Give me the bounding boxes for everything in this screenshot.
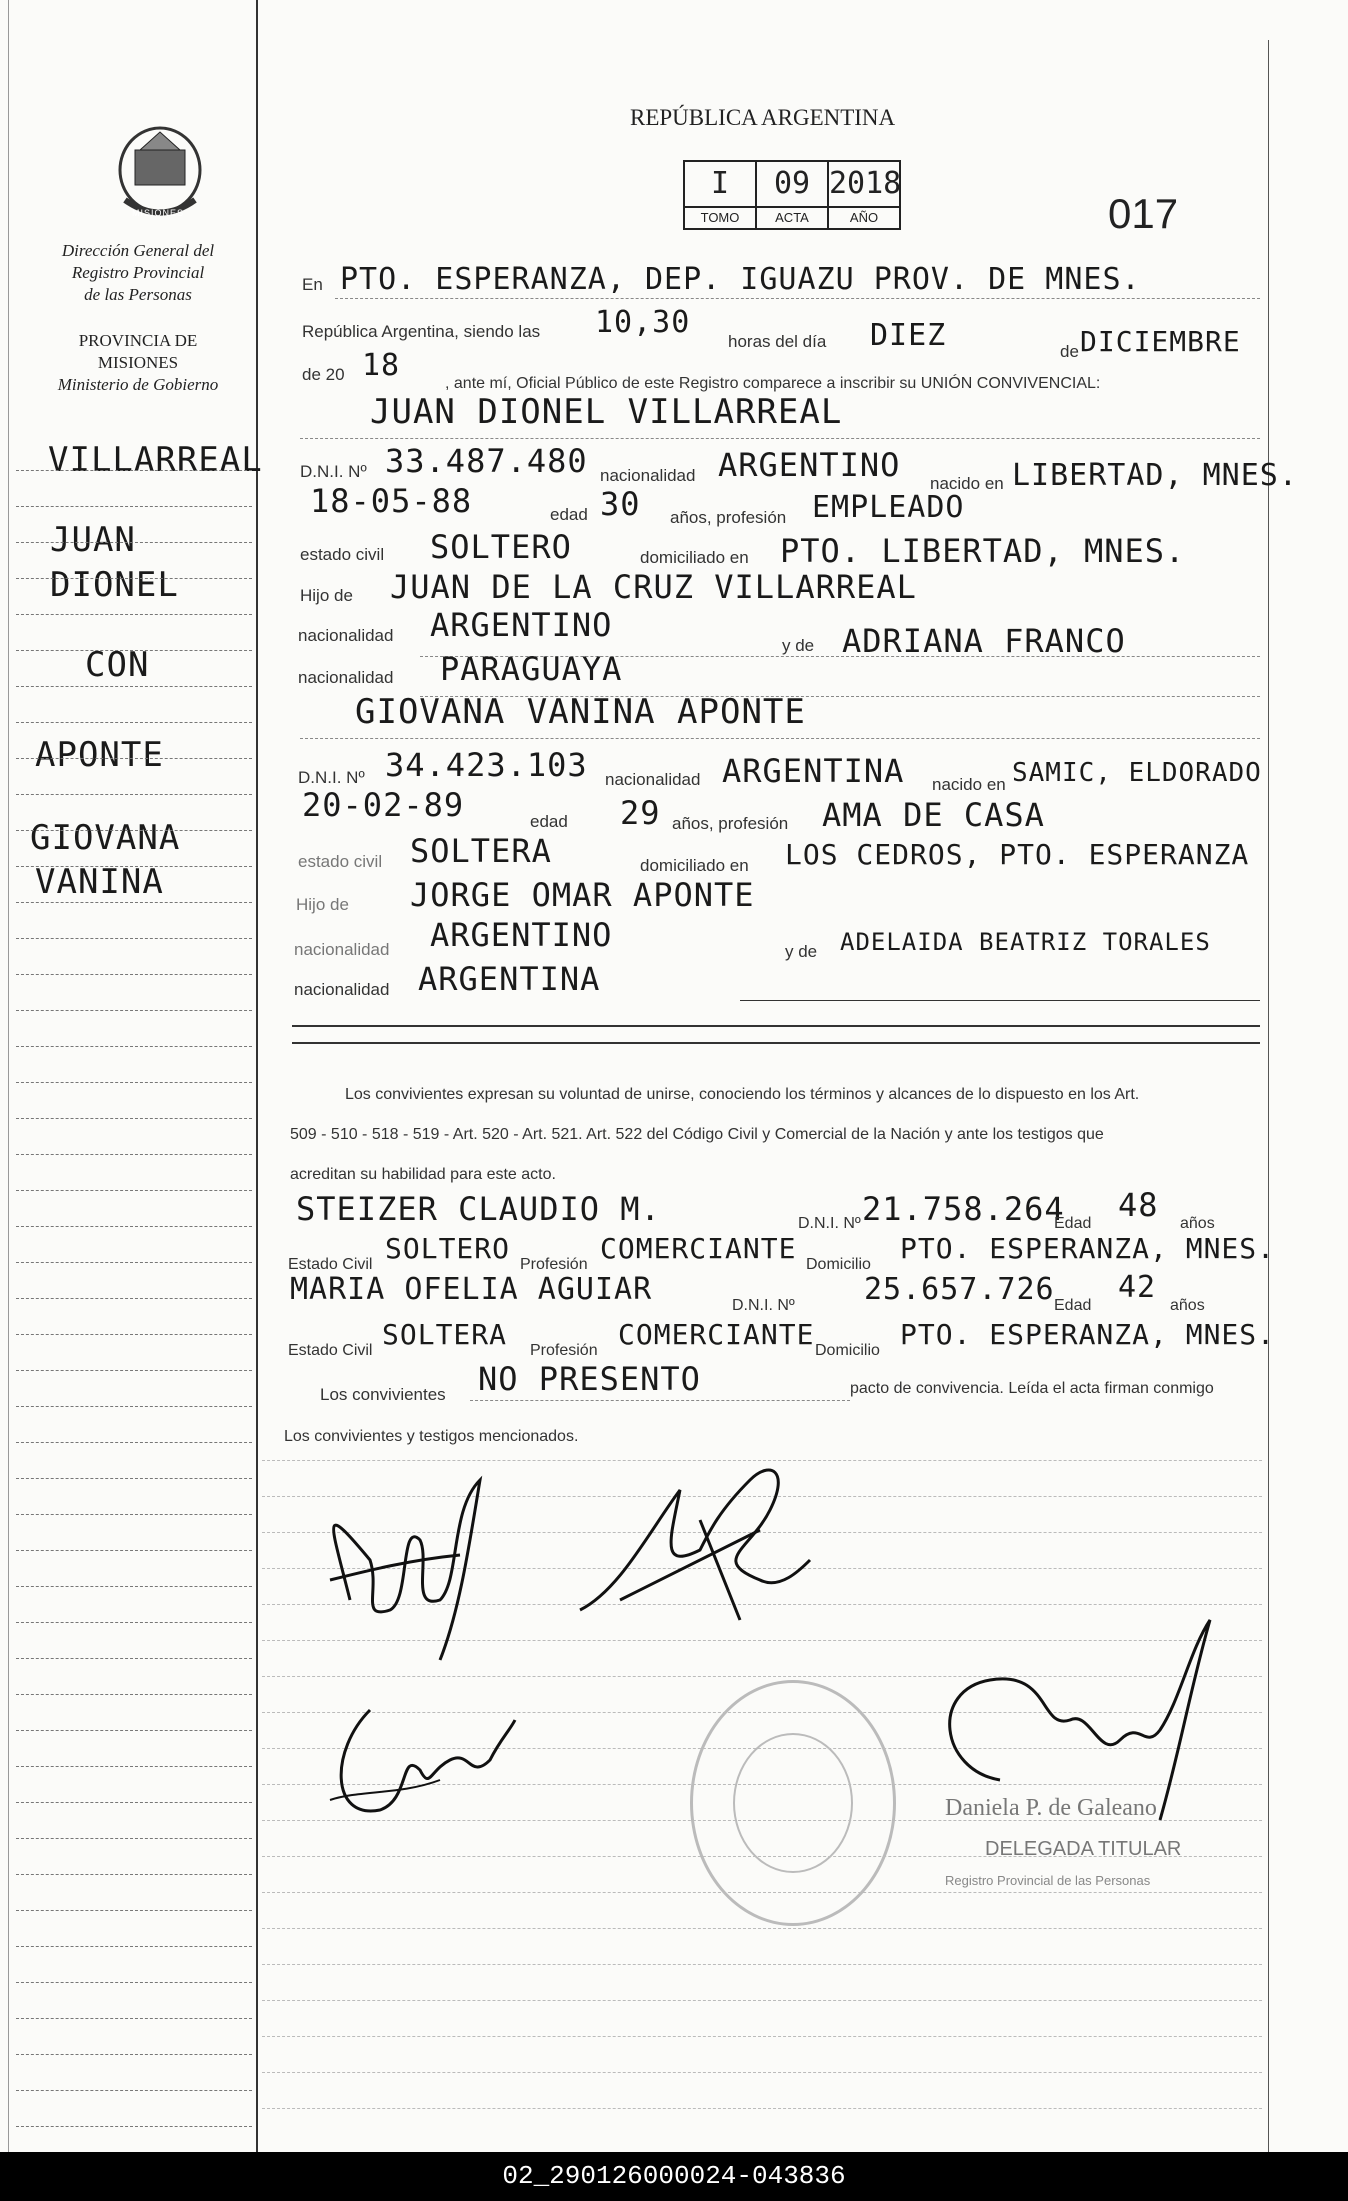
margin-ruled-line bbox=[16, 866, 252, 867]
p1-domicilio-value: PTO. LIBERTAD, MNES. bbox=[780, 532, 1186, 570]
ante-mi-text: , ante mí, Oficial Público de este Registro comparece a inscribir su UNIÓN CONVIVENCIAL: bbox=[445, 375, 1101, 392]
margin-ruled-line bbox=[16, 1658, 252, 1659]
p1-mother-nac-label: nacionalidad bbox=[298, 668, 394, 687]
province-line-1: PROVINCIA DE bbox=[78, 331, 198, 350]
acta-value: 09 bbox=[773, 166, 811, 201]
horas-label: horas del día bbox=[728, 332, 827, 351]
de-label: de bbox=[1060, 342, 1079, 361]
p2-nacionalidad-value: ARGENTINA bbox=[722, 752, 905, 790]
margin-ruled-line bbox=[16, 1118, 252, 1119]
p2-father-nac-value: ARGENTINO bbox=[430, 916, 613, 954]
en-label: En bbox=[302, 275, 323, 294]
anio-value: 2018 bbox=[829, 166, 902, 201]
p2-father-nac-label: nacionalidad bbox=[294, 940, 390, 959]
margin-ruled-line bbox=[16, 1514, 252, 1515]
margin-ruled-line bbox=[16, 2054, 252, 2055]
republica-label: República Argentina, siendo las bbox=[302, 322, 541, 341]
p1-nacido-value: LIBERTAD, MNES. bbox=[1012, 458, 1298, 493]
day-value: DIEZ bbox=[870, 318, 947, 353]
margin-ruled-line bbox=[16, 794, 252, 795]
w1-domicilio-value: PTO. ESPERANZA, MNES. bbox=[900, 1232, 1276, 1265]
p2-mother-nac-line bbox=[740, 1000, 1260, 1001]
margin-ruled-line bbox=[16, 758, 252, 759]
signature-witness-1 bbox=[320, 1690, 520, 1835]
margin-note-name-1: JUAN bbox=[50, 520, 136, 560]
acta-cell bbox=[757, 162, 829, 228]
w2-dni-label: D.N.I. Nº bbox=[732, 1297, 795, 1314]
body-ruled-line bbox=[262, 2036, 1262, 2037]
issuing-office bbox=[20, 240, 256, 306]
p1-dni-value: 33.487.480 bbox=[385, 442, 588, 480]
right-border bbox=[1268, 40, 1269, 2152]
p2-mother-nac-label: nacionalidad bbox=[294, 980, 390, 999]
officer-title: DELEGADA TITULAR bbox=[985, 1838, 1182, 1860]
stamp-inner-ring bbox=[733, 1733, 853, 1873]
margin-note-surname-2: APONTE bbox=[35, 735, 164, 775]
p2-mother-nac-value: ARGENTINA bbox=[418, 960, 601, 998]
p1-nacionalidad-value: ARGENTINO bbox=[718, 446, 901, 484]
margin-note-name-4: VANINA bbox=[35, 862, 164, 902]
tomo-label: TOMO bbox=[685, 206, 755, 228]
misiones-seal bbox=[110, 120, 210, 230]
w1-edad-value: 48 bbox=[1118, 1186, 1159, 1224]
p2-name-line bbox=[300, 738, 1260, 739]
hour-value: 10,30 bbox=[595, 305, 691, 340]
p1-estado-label: estado civil bbox=[300, 545, 385, 564]
margin-divider bbox=[256, 0, 258, 2152]
p1-edad-value: 30 bbox=[600, 485, 641, 523]
margin-ruled-line bbox=[16, 1442, 252, 1443]
w1-dni-label: D.N.I. Nº bbox=[798, 1215, 861, 1232]
closing-text: Los convivientes y testigos mencionados. bbox=[284, 1428, 579, 1445]
section-divider-1 bbox=[292, 1025, 1260, 1027]
w1-anios-label: años bbox=[1180, 1215, 1215, 1232]
margin-ruled-line bbox=[16, 2126, 252, 2127]
margin-ruled-line bbox=[16, 2018, 252, 2019]
tomo-acta-anio-box bbox=[683, 160, 901, 230]
province-block bbox=[20, 330, 256, 396]
w2-anios-label: años bbox=[1170, 1297, 1205, 1314]
margin-ruled-line bbox=[16, 1298, 252, 1299]
section-divider-2 bbox=[292, 1042, 1260, 1044]
margin-ruled-line bbox=[16, 1910, 252, 1911]
margin-ruled-line bbox=[16, 1874, 252, 1875]
w2-estado-value: SOLTERA bbox=[382, 1318, 508, 1351]
tomo-cell bbox=[685, 162, 757, 228]
document-code-bar bbox=[0, 2152, 1348, 2201]
p2-profesion-label: años, profesión bbox=[672, 814, 789, 833]
de20-label: de 20 bbox=[302, 365, 345, 384]
p1-father-nac-value: ARGENTINO bbox=[430, 606, 613, 644]
p1-nacionalidad-label: nacionalidad bbox=[600, 466, 696, 485]
p1-full-name: JUAN DIONEL VILLARREAL bbox=[370, 392, 843, 432]
ministry-label: Ministerio de Gobierno bbox=[57, 375, 219, 394]
p1-mother-name: ADRIANA FRANCO bbox=[842, 622, 1126, 660]
margin-ruled-line bbox=[16, 1694, 252, 1695]
p2-hijo-label: Hijo de bbox=[296, 895, 349, 914]
w2-domicilio-label: Domicilio bbox=[815, 1342, 880, 1359]
margin-ruled-line bbox=[16, 542, 252, 543]
p2-full-name: GIOVANA VANINA APONTE bbox=[355, 692, 806, 732]
p1-father-name: JUAN DE LA CRUZ VILLARREAL bbox=[390, 568, 917, 606]
p2-edad-value: 29 bbox=[620, 794, 661, 832]
body-ruled-line bbox=[262, 1964, 1262, 1965]
p1-father-nac-label: nacionalidad bbox=[298, 626, 394, 645]
tomo-value: I bbox=[710, 166, 730, 201]
w1-profesion-value: COMERCIANTE bbox=[600, 1232, 797, 1265]
p2-nacido-value: SAMIC, ELDORADO bbox=[1012, 758, 1262, 788]
margin-ruled-line bbox=[16, 1802, 252, 1803]
margin-ruled-line bbox=[16, 1370, 252, 1371]
margin-ruled-line bbox=[16, 2090, 252, 2091]
w2-edad-label: Edad bbox=[1054, 1297, 1092, 1314]
p1-yde-label: y de bbox=[782, 636, 815, 655]
p1-birthdate: 18-05-88 bbox=[310, 482, 473, 520]
anio-cell bbox=[829, 162, 902, 228]
margin-ruled-line bbox=[16, 1082, 252, 1083]
margin-ruled-line bbox=[16, 470, 252, 471]
p2-estado-label: estado civil bbox=[298, 852, 383, 871]
margin-ruled-line bbox=[16, 1946, 252, 1947]
margin-ruled-line bbox=[16, 1586, 252, 1587]
w1-name: STEIZER CLAUDIO M. bbox=[296, 1190, 661, 1228]
p2-edad-label: edad bbox=[530, 812, 568, 831]
p2-dni-label: D.N.I. Nº bbox=[298, 768, 365, 787]
margin-ruled-line bbox=[16, 1046, 252, 1047]
w2-dni-value: 25.657.726 bbox=[864, 1272, 1055, 1307]
declaration-line-3: acreditan su habilidad para este acto. bbox=[290, 1166, 556, 1183]
p1-hijo-label: Hijo de bbox=[300, 586, 353, 605]
margin-ruled-line bbox=[16, 506, 252, 507]
office-line-3: de las Personas bbox=[84, 285, 192, 304]
w1-profesion-label: Profesión bbox=[520, 1256, 588, 1273]
w2-edad-value: 42 bbox=[1118, 1270, 1157, 1305]
declaration-line-2: 509 - 510 - 518 - 519 - Art. 520 - Art. 521. Art. 522 del Código Civil y Comercial de la Nación y ante los testigos que bbox=[290, 1126, 1104, 1143]
pacto-label: Los convivientes bbox=[320, 1385, 446, 1404]
p2-estado-value: SOLTERA bbox=[410, 832, 552, 870]
p1-edad-label: edad bbox=[550, 505, 588, 524]
margin-note-con: CON bbox=[85, 645, 150, 685]
document-code: 02_290126000024-043836 bbox=[502, 2161, 846, 2191]
office-line-1: Dirección General del bbox=[61, 241, 215, 260]
margin-ruled-line bbox=[16, 1010, 252, 1011]
province-line-2: MISIONES bbox=[97, 353, 179, 372]
p2-nacionalidad-label: nacionalidad bbox=[605, 770, 701, 789]
year-value: 18 bbox=[362, 348, 401, 383]
place-line bbox=[335, 298, 1260, 299]
margin-ruled-line bbox=[16, 1730, 252, 1731]
p1-nacido-label: nacido en bbox=[930, 474, 1004, 493]
margin-note-name-3: GIOVANA bbox=[30, 818, 181, 858]
w1-edad-label: Edad bbox=[1054, 1215, 1092, 1232]
w2-name: MARIA OFELIA AGUIAR bbox=[290, 1272, 653, 1307]
margin-ruled-line bbox=[16, 722, 252, 723]
p2-dni-value: 34.423.103 bbox=[385, 746, 588, 784]
margin-ruled-line bbox=[16, 686, 252, 687]
margin-ruled-line bbox=[16, 1838, 252, 1839]
p2-mother-name: ADELAIDA BEATRIZ TORALES bbox=[840, 928, 1211, 956]
margin-ruled-line bbox=[16, 578, 252, 579]
acta-number: 017 bbox=[1108, 190, 1179, 237]
w2-estado-label: Estado Civil bbox=[288, 1342, 373, 1359]
margin-ruled-line bbox=[16, 1226, 252, 1227]
p2-profesion-value: AMA DE CASA bbox=[822, 796, 1045, 834]
officer-org: Registro Provincial de las Personas bbox=[945, 1873, 1151, 1888]
body-ruled-line bbox=[262, 2108, 1262, 2109]
margin-ruled-line bbox=[16, 902, 252, 903]
pacto-text: pacto de convivencia. Leída el acta firman conmigo bbox=[850, 1380, 1214, 1397]
p1-profesion-label: años, profesión bbox=[670, 508, 787, 527]
seal-label: MISIONES bbox=[132, 208, 185, 218]
p2-domicilio-label: domiciliado en bbox=[640, 856, 749, 875]
w1-dni-value: 21.758.264 bbox=[862, 1190, 1065, 1228]
signature-conviviente-2 bbox=[560, 1450, 820, 1655]
margin-ruled-line bbox=[16, 1190, 252, 1191]
body-ruled-line bbox=[262, 2000, 1262, 2001]
margin-ruled-line bbox=[16, 1406, 252, 1407]
margin-ruled-line bbox=[16, 614, 252, 615]
margin-ruled-line bbox=[16, 1550, 252, 1551]
p1-dni-label: D.N.I. Nº bbox=[300, 462, 367, 481]
p2-birthdate: 20-02-89 bbox=[302, 786, 465, 824]
margin-ruled-line bbox=[16, 1982, 252, 1983]
pacto-value: NO PRESENTO bbox=[478, 1360, 701, 1398]
acta-label: ACTA bbox=[757, 206, 827, 228]
margin-ruled-line bbox=[16, 1766, 252, 1767]
w2-domicilio-value: PTO. ESPERANZA, MNES. bbox=[900, 1318, 1276, 1351]
w2-profesion-label: Profesión bbox=[530, 1342, 598, 1359]
declaration-line-1: Los convivientes expresan su voluntad de unirse, conociendo los términos y alcances de lo dispuesto en los Art. bbox=[345, 1086, 1140, 1103]
body-ruled-line bbox=[262, 1928, 1262, 1929]
margin-ruled-line bbox=[16, 938, 252, 939]
body-ruled-line bbox=[262, 2072, 1262, 2073]
anio-label: AÑO bbox=[829, 206, 899, 228]
header-republica: REPÚBLICA ARGENTINA bbox=[630, 105, 896, 130]
w2-profesion-value: COMERCIANTE bbox=[618, 1318, 815, 1351]
margin-ruled-line bbox=[16, 1478, 252, 1479]
month-value: DICIEMBRE bbox=[1080, 325, 1241, 358]
w1-estado-value: SOLTERO bbox=[385, 1232, 511, 1265]
p1-domicilio-label: domiciliado en bbox=[640, 548, 749, 567]
p2-nacido-label: nacido en bbox=[932, 775, 1006, 794]
signature-conviviente-1 bbox=[310, 1460, 510, 1685]
margin-ruled-line bbox=[16, 1622, 252, 1623]
p1-estado-value: SOLTERO bbox=[430, 528, 572, 566]
p2-father-name: JORGE OMAR APONTE bbox=[410, 876, 755, 914]
w1-estado-label: Estado Civil bbox=[288, 1256, 373, 1273]
place-value: PTO. ESPERANZA, DEP. IGUAZU PROV. DE MNES. bbox=[340, 262, 1141, 297]
officer-name: Daniela P. de Galeano bbox=[945, 1795, 1157, 1821]
margin-note-surname-1: VILLARREAL bbox=[48, 440, 263, 480]
w1-domicilio-label: Domicilio bbox=[806, 1256, 871, 1273]
p2-yde-label: y de bbox=[785, 942, 818, 961]
p1-mother-nac-value: PARAGUAYA bbox=[440, 650, 623, 688]
p2-domicilio-value: LOS CEDROS, PTO. ESPERANZA bbox=[785, 838, 1250, 871]
p1-profesion-value: EMPLEADO bbox=[812, 490, 965, 525]
margin-ruled-line bbox=[16, 974, 252, 975]
margin-ruled-line bbox=[16, 830, 252, 831]
p1-name-line bbox=[300, 438, 1260, 439]
pacto-line bbox=[470, 1400, 850, 1401]
margin-note-name-2: DIONEL bbox=[50, 565, 179, 605]
margin-ruled-line bbox=[16, 1262, 252, 1263]
left-border bbox=[8, 0, 9, 2152]
margin-ruled-line bbox=[16, 650, 252, 651]
office-line-2: Registro Provincial bbox=[71, 263, 205, 282]
registry-stamp bbox=[690, 1680, 896, 1926]
margin-ruled-line bbox=[16, 1334, 252, 1335]
margin-ruled-line bbox=[16, 1154, 252, 1155]
